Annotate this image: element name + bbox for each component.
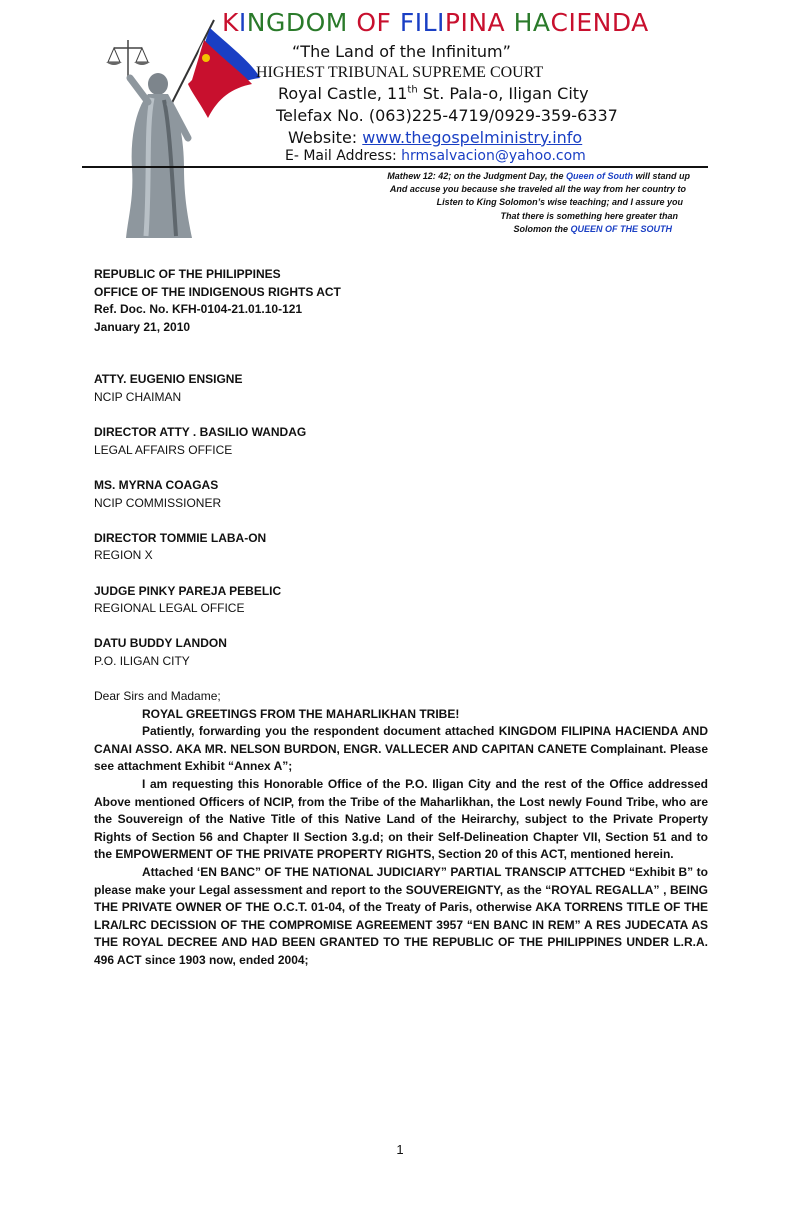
recipient: DIRECTOR ATTY . BASILIO WANDAG LEGAL AFFAIRS OFFICE (94, 425, 307, 457)
letterhead-email: E- Mail Address: hrmsalvacion@yahoo.com (285, 148, 586, 164)
letterhead-divider (82, 166, 708, 168)
paragraph-1: Patiently, forwarding you the respondent document attached KINGDOM FILIPINA HACIENDA AND CANAI ASSO. AKA MR. NELSON BURDON, ENGR. VALLECER AND CAPITAN CANETE Complainant. Please see attachment Exhibit “Annex A”; (94, 724, 708, 774)
letter-body (94, 266, 708, 970)
recipient: DATU BUDDY LANDON P.O. ILIGAN CITY (94, 636, 227, 668)
title-segment: PINA (444, 8, 506, 37)
bible-verse: Mathew 12: 42; on the Judgment Day, the Queen of South will stand up And accuse you because she traveled all the way from her country to Listen to King Solomon’s wise teaching; and I assure you That there is something here greater than Solomon the QUEEN OF THE SOUTH (387, 171, 690, 234)
recipient-list (94, 371, 708, 670)
page-number: 1 (396, 1142, 404, 1157)
title-segment: I (238, 8, 247, 37)
website-link[interactable]: www.thegospelministry.info (362, 128, 583, 147)
title-segment: CIENDA (550, 8, 649, 37)
letterhead-telefax: Telefax No. (063)225-4719/0929-359-6337 (276, 106, 618, 125)
title-segment: HA (513, 8, 551, 37)
letterhead-address: Royal Castle, 11th St. Pala-o, Iligan City (278, 84, 589, 103)
paragraph-2: I am requesting this Honorable Office of the P.O. Iligan City and the rest of the Office addressed Above mentioned Officers of NCIP, from the Tribe of the Maharlikhan, the Lost newly Found Tribe, who are the Souvereign of the Native Title of this Native Land of the Heirarchy, subject to the Private Property Rights of Section 56 and Chapter II Section 3.g.d; on their Self-Delineation Chapter VII, Section 51 and to the EMPOWERMENT OF THE PRIVATE PROPERTY RIGHTS, Section 20 of this ACT, mentioned herein. (94, 777, 708, 862)
recipient: JUDGE PINKY PAREJA PEBELIC REGIONAL LEGAL OFFICE (94, 583, 282, 616)
office-line: OFFICE OF THE INDIGENOUS RIGHTS ACT (94, 284, 341, 299)
letter-header (94, 266, 708, 336)
greeting: ROYAL GREETINGS FROM THE MAHARLIKHAN TRIBE! (142, 706, 460, 721)
title-segment (505, 8, 513, 37)
title-segment: K (222, 8, 239, 37)
title-segment: OF (356, 8, 392, 37)
title-segment (348, 8, 356, 37)
recipient: ATTY. EUGENIO ENSIGNE NCIP CHAIMAN (94, 372, 243, 404)
paragraph-3: Attached ‘EN BANC” OF THE NATIONAL JUDICIARY” PARTIAL TRANSCIP ATTCHED “Exhibit B” to please make your Legal assessment and report to the SOUVEREIGNTY, as the “ROYAL REGALLA” , BEING THE PRIVATE OWNER OF THE O.C.T. 01-04, of the Treaty of Paris, otherwise AKA TORRENS TITLE OF THE LRA/LRC DECISSION OF THE COMPROMISE AGREEMENT 3957 “EN BANC IN REM” A RES JUDECATA AS THE ROYAL DECREE AND HAD BEEN GRANTED TO THE REPUBLIC OF THE PHILIPPINES UNDER L.R.A. 496 ACT since 1903 now, ended 2004; (94, 865, 708, 967)
recipient: MS. MYRNA COAGAS NCIP COMMISSIONER (94, 477, 222, 510)
letterhead-motto: “The Land of the Infinitum” (292, 42, 511, 61)
email-link[interactable]: hrmsalvacion@yahoo.com (401, 148, 586, 164)
title-segment (391, 8, 399, 37)
salutation: Dear Sirs and Madame; (94, 689, 221, 704)
letterhead-court: HIGHEST TRIBUNAL SUPREME COURT (256, 64, 544, 81)
lady-justice-with-flag-icon (92, 18, 262, 240)
letterhead-website: Website: www.thegospelministry.info (288, 128, 583, 147)
letterhead-title (222, 8, 649, 37)
title-segment: NGDOM (246, 8, 348, 37)
republic-line: REPUBLIC OF THE PHILIPPINES (94, 267, 281, 281)
recipient: DIRECTOR TOMMIE LABA-ON REGION X (94, 530, 267, 563)
title-segment: FILI (399, 8, 445, 37)
reference-number: Ref. Doc. No. KFH-0104-21.01.10-121 (94, 302, 303, 317)
letter-date: January 21, 2010 (94, 319, 191, 334)
